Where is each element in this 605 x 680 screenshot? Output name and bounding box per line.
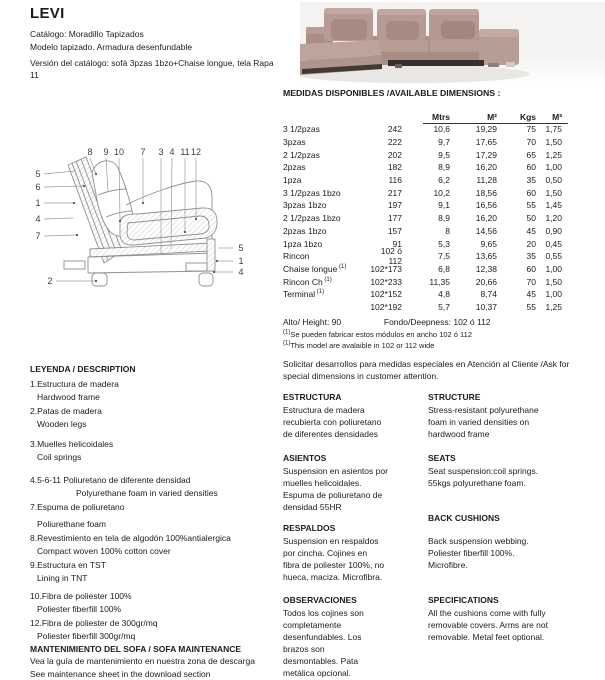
callout-number: 8 <box>87 147 93 157</box>
dimension-row <box>283 275 565 288</box>
module-label: 1pza <box>283 175 302 186</box>
module-label: Terminal $^{(1)}$ <box>283 289 325 300</box>
value-mtrs: 8 <box>445 225 450 236</box>
legend-item-es: 9.Estructura en TST <box>30 560 106 570</box>
col-m2: M² <box>487 111 497 122</box>
col-m3: M³ <box>552 111 562 122</box>
value-mtrs: 9,1 <box>438 200 450 211</box>
value-m3: 1,25 <box>545 301 562 312</box>
legend-item-en: Wooden legs <box>37 418 87 429</box>
legend-item-en: Lining in TNT <box>37 572 88 583</box>
module-size: 182 <box>387 162 402 173</box>
callout-number: 5 <box>35 169 41 179</box>
value-m2: 17,29 <box>475 149 497 160</box>
module-label: 1pza 1bzo <box>283 238 323 249</box>
module-size: 102 ó 112 <box>380 246 402 267</box>
value-kgs: 60 <box>526 162 536 173</box>
dimension-row <box>283 174 565 187</box>
asientos-section <box>283 452 389 513</box>
value-m2: 9,65 <box>480 238 497 249</box>
module-label: Rincon Ch $^{(1)}$ <box>283 276 332 287</box>
value-kgs: 55 <box>526 200 536 211</box>
asientos-heading: ASIENTOS <box>283 453 327 463</box>
module-size: 157 <box>387 225 402 236</box>
legend-item-en: Coil springs <box>37 451 82 462</box>
back-cushions-heading: BACK CUSHIONS <box>428 513 500 523</box>
module-size: 202 <box>387 149 402 160</box>
height-label: Alto/ Height: 90 <box>283 317 342 327</box>
module-size: 177 <box>387 213 402 224</box>
callout-number: 1 <box>35 198 41 208</box>
maintenance-section <box>30 643 300 680</box>
value-m3: 1,20 <box>545 213 562 224</box>
value-mtrs: 10,2 <box>433 187 450 198</box>
value-mtrs: 8,9 <box>438 213 450 224</box>
legend-item-es: 3.Muelles helicoidales <box>30 439 114 449</box>
seats-heading: SEATS <box>428 453 456 463</box>
callout-number: 10 <box>113 147 125 157</box>
legend-item-en: Compact woven 100% cotton cover <box>37 545 171 556</box>
col-mtrs: Mtrs <box>432 111 450 122</box>
value-mtrs: 9,5 <box>438 149 450 160</box>
dimension-row <box>283 301 565 314</box>
module-label: 3 1/2pzas 1bzo <box>283 187 341 198</box>
callout-number: 1 <box>238 256 244 266</box>
legend-item <box>30 501 282 530</box>
value-kgs: 20 <box>526 238 536 249</box>
footnote-en: $^{(1)}$This model are avalaible in 102 or 112 wide <box>283 340 435 350</box>
dimension-row <box>283 161 565 174</box>
callout-number: 12 <box>190 147 202 157</box>
seats-body: Seat suspension:coil springs. 55kgs polyurethane foam. <box>428 466 539 488</box>
value-m3: 1,75 <box>545 124 562 135</box>
value-kgs: 60 <box>526 263 536 274</box>
callout-number: 4 <box>35 214 41 224</box>
value-mtrs: 5,3 <box>438 238 450 249</box>
callout-number: 4 <box>169 147 175 157</box>
legend-item-en: Poliester fiberfill 300gr/mq <box>37 630 136 641</box>
module-size: 217 <box>387 187 402 198</box>
callout-number: 9 <box>103 147 109 157</box>
page-title: LEVI <box>30 5 65 22</box>
dimensions-heading: MEDIDAS DISPONIBLES /AVAILABLE DIMENSIONS : <box>283 88 501 98</box>
value-m2: 16,20 <box>475 213 497 224</box>
module-label: Rincon <box>283 251 310 262</box>
callout-number: 7 <box>140 147 146 157</box>
header-underline <box>423 123 568 124</box>
respaldos-body: Suspension en respaldos por cincha. Cojines en fibra de poliester 100%, no hueca, maciza. Microfibra. <box>283 536 385 582</box>
dimension-row <box>283 263 565 276</box>
structure-heading: STRUCTURE <box>428 392 481 402</box>
legend-item <box>30 590 282 615</box>
legend-item-en: Hardwood frame <box>37 391 100 402</box>
value-m2: 8,74 <box>480 289 497 300</box>
legend-item-es: 8.Revestimiento en tela de algodón 100%antialergica <box>30 533 231 543</box>
footnote-es: $^{(1)}$Se pueden fabricar estos módulos en ancho 102 ó 112 <box>283 329 472 339</box>
estructura-heading: ESTRUCTURA <box>283 392 342 402</box>
value-kgs: 60 <box>526 187 536 198</box>
value-mtrs: 4,8 <box>438 289 450 300</box>
legend-item-es: 4.5-6-11 Poliuretano de diferente densidad <box>30 475 191 485</box>
legend-items <box>30 378 282 642</box>
estructura-body: Estructura de madera recubierta con poliuretano de diferentes densidades <box>283 405 382 439</box>
structure-section <box>428 391 554 440</box>
maintenance-heading: MANTENIMIENTO DEL SOFA / SOFA MAINTENANCE <box>30 644 242 654</box>
respaldos-section <box>283 522 385 583</box>
value-kgs: 75 <box>526 124 536 135</box>
legend-item-en: Polyurethane foam in varied densities <box>76 487 218 498</box>
module-label: 3 1/2pzas <box>283 124 320 135</box>
callout-number: 5 <box>238 243 244 253</box>
value-mtrs: 6,8 <box>438 263 450 274</box>
value-m3: 0,45 <box>545 238 562 249</box>
module-label: 2pzas <box>283 162 306 173</box>
value-m2: 12,38 <box>475 263 497 274</box>
module-size: 102*173 <box>370 263 402 274</box>
dimension-row <box>283 186 565 199</box>
legend-item <box>30 438 282 463</box>
callout-number: 11 <box>180 147 190 157</box>
observaciones-section <box>283 594 375 679</box>
maintenance-en: See maintenance sheet in the download section <box>30 669 211 679</box>
catalog-line: Catálogo: Moradillo Tapizados <box>30 29 144 39</box>
dimension-row <box>283 246 565 267</box>
estructura-section <box>283 391 391 440</box>
legend-item <box>30 532 282 557</box>
legend-item <box>30 378 282 403</box>
legend-item <box>30 559 282 584</box>
value-m2: 16,20 <box>475 162 497 173</box>
legend-item-es: 7.Espuma de poliuretano <box>30 502 125 512</box>
value-m3: 1,50 <box>545 276 562 287</box>
dimension-row <box>283 136 565 149</box>
special-dimensions-note: Solicitar desarrollos para medidas especiales en Atención al Cliente /Ask for special dimensions in customer attention. <box>283 359 570 381</box>
module-label: 3pzas <box>283 137 306 148</box>
value-m3: 1,25 <box>545 149 562 160</box>
callout-number: 2 <box>47 276 53 286</box>
dimension-row <box>283 123 565 136</box>
dimension-row <box>283 212 565 225</box>
module-label: 2pzas 1bzo <box>283 225 327 236</box>
value-m2: 17,65 <box>475 137 497 148</box>
value-kgs: 70 <box>526 137 536 148</box>
structure-body: Stress-resistant polyurethane foam in varied densities on hardwood frame <box>428 405 539 439</box>
value-m3: 0,50 <box>545 175 562 186</box>
specifications-heading: SPECIFICATIONS <box>428 595 499 605</box>
dimension-row <box>283 225 565 238</box>
legend-item-es: 1.Estructura de madera <box>30 379 119 389</box>
module-size: 102*192 <box>370 301 402 312</box>
dimensions-header-row <box>283 110 565 123</box>
module-size: 116 <box>388 175 402 186</box>
value-m3: 0,55 <box>545 251 562 262</box>
value-mtrs: 8,9 <box>438 162 450 173</box>
module-size: 91 <box>392 238 402 249</box>
value-m3: 1,45 <box>545 200 562 211</box>
module-label: 2 1/2pzas <box>283 149 320 160</box>
legend-item <box>30 474 282 499</box>
value-m3: 1,50 <box>545 187 562 198</box>
value-m2: 13,65 <box>475 251 497 262</box>
height-depth-line <box>283 316 491 328</box>
dimension-row <box>283 148 565 161</box>
seats-section <box>428 452 554 489</box>
value-mtrs: 5,7 <box>438 301 450 312</box>
module-label: 3pzas 1bzo <box>283 200 327 211</box>
value-m2: 10,37 <box>475 301 497 312</box>
dimension-row <box>283 199 565 212</box>
dimension-row <box>283 237 565 250</box>
value-kgs: 45 <box>526 225 536 236</box>
callout-number: 3 <box>158 147 164 157</box>
value-m3: 1,00 <box>545 263 562 274</box>
maintenance-es: Vea la guía de mantenimiento en nuestra zona de descarga <box>30 656 255 666</box>
module-label: Chaise longue $^{(1)}$ <box>283 263 347 274</box>
value-mtrs: 11,35 <box>429 276 450 287</box>
module-size: 197 <box>387 200 402 211</box>
legend-heading: LEYENDA / DESCRIPTION <box>30 364 136 374</box>
value-m3: 1,50 <box>545 137 562 148</box>
legend-item-es: 12.Fibra de poliester de 300gr/mq <box>30 618 158 628</box>
value-mtrs: 7,5 <box>438 251 450 262</box>
module-size: 222 <box>387 137 402 148</box>
observaciones-heading: OBSERVACIONES <box>283 595 357 605</box>
legend-item <box>30 617 282 642</box>
legend-item-en: Poliurethane foam <box>37 518 106 529</box>
sofa-cross-section-diagram <box>28 143 273 298</box>
dimensions-table <box>283 110 565 313</box>
value-kgs: 70 <box>526 276 536 287</box>
dimensions-rows <box>283 123 565 313</box>
value-kgs: 65 <box>526 149 536 160</box>
module-label: 2 1/2pzas 1bzo <box>283 213 341 224</box>
value-m2: 18,56 <box>475 187 497 198</box>
asientos-body: Suspension en asientos por muelles helicoidales. Espuma de poliuretano de densidad 55HR <box>283 466 388 512</box>
legend-item-es: 10.Fibra de poliester 100% <box>30 591 132 601</box>
specifications-section <box>428 594 566 643</box>
value-m2: 20,66 <box>475 276 497 287</box>
dimension-row <box>283 288 565 301</box>
value-mtrs: 6,2 <box>438 175 450 186</box>
value-kgs: 50 <box>526 213 536 224</box>
module-size: 102*233 <box>370 276 402 287</box>
respaldos-heading: RESPALDOS <box>283 523 336 533</box>
value-mtrs: 9,7 <box>438 137 450 148</box>
specifications-body: All the cushions come with fully removable covers. Arms are not removable. Metal feet optional. <box>428 608 548 642</box>
value-kgs: 45 <box>526 289 536 300</box>
value-m3: 0,90 <box>545 225 562 236</box>
value-m2: 14,56 <box>475 225 497 236</box>
legend-item-en: Poliester fiberfill 100% <box>37 603 122 614</box>
back-cushions-section <box>428 512 552 571</box>
back-cushions-body: Back suspension webbing. Poliester fiberfill 100%. Microfibre. <box>428 536 529 570</box>
callout-number: 7 <box>35 231 41 241</box>
callout-number: 4 <box>238 267 244 277</box>
legend-item-es: 2.Patas de madera <box>30 406 102 416</box>
value-kgs: 55 <box>526 301 536 312</box>
module-size: 242 <box>387 124 402 135</box>
model-line: Modelo tapizado. Armadura desenfundable <box>30 42 193 52</box>
value-kgs: 35 <box>526 175 536 186</box>
observaciones-body: Todos los cojines son completamente desenfundables. Los brazos son desmontables. Pata metálica opcional. <box>283 608 364 678</box>
col-kgs: Kgs <box>519 111 536 122</box>
value-m2: 16,56 <box>475 200 497 211</box>
depth-label: Fondo/Deepness: 102 ó 112 <box>383 317 491 327</box>
version-line: Versión del catálogo: sofá 3pzas 1bzo+Chaise longue, tela Rapa 11 <box>30 58 274 80</box>
legend-section <box>30 363 282 642</box>
product-photo <box>300 2 605 86</box>
module-size: 102*152 <box>370 289 402 300</box>
value-mtrs: 10,6 <box>433 124 450 135</box>
callout-number: 6 <box>35 182 41 192</box>
legend-item <box>30 405 282 430</box>
value-m2: 19,29 <box>475 124 497 135</box>
value-m3: 1,00 <box>545 289 562 300</box>
value-kgs: 35 <box>526 251 536 262</box>
value-m3: 1,00 <box>545 162 562 173</box>
value-m2: 11,28 <box>476 175 497 186</box>
